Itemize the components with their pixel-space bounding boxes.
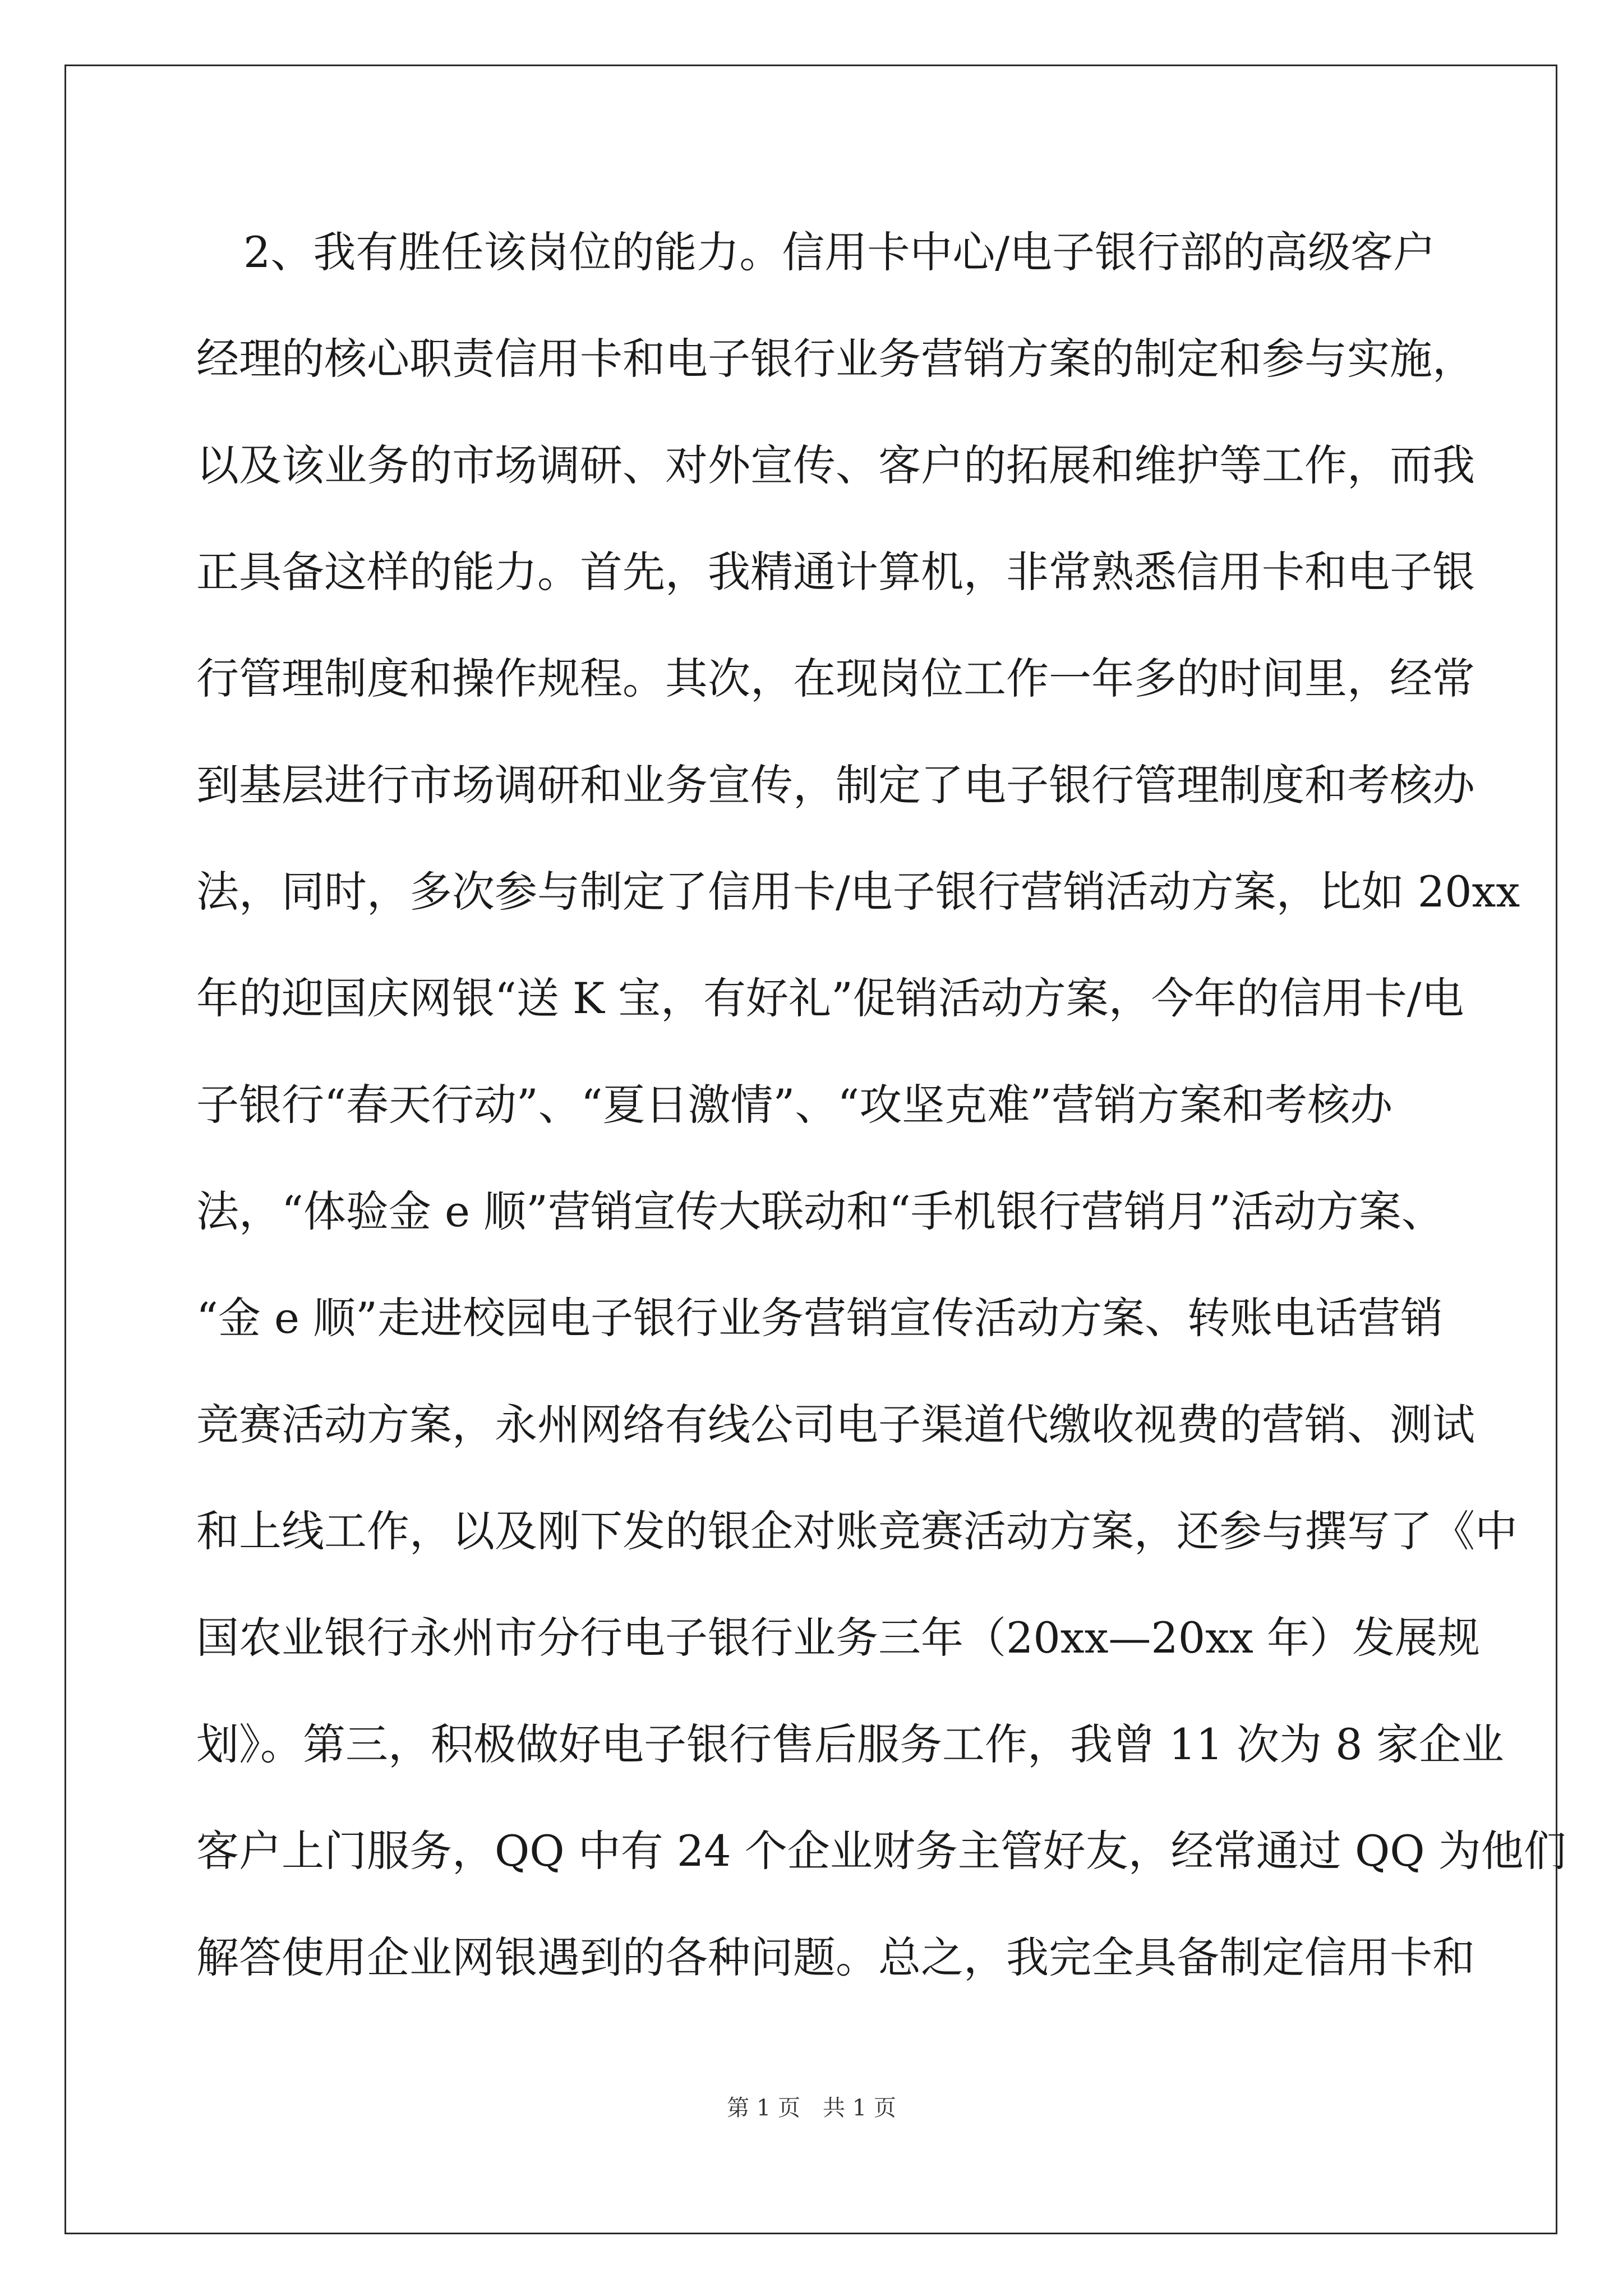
text-line: 解答使用企业网银遇到的各种问题。总之，我完全具备制定信用卡和 [196, 1932, 1475, 1982]
text-line: 子银行“春天行动”、“夏日激情”、“攻坚克难”营销方案和考核办 [196, 1080, 1393, 1130]
text-line: 经理的核心职责信用卡和电子银行业务营销方案的制定和参与实施， [196, 334, 1475, 384]
text-line: 2、我有胜任该岗位的能力。信用卡中心/电子银行部的高级客户 [243, 227, 1436, 277]
text-line: “金 e 顺”走进校园电子银行业务营销宣传活动方案、转账电话营销 [196, 1293, 1443, 1343]
text-line: 划》。第三，积极做好电子银行售后服务工作，我曾 11 次为 8 家企业 [196, 1719, 1504, 1769]
text-line: 法，“体验金 e 顺”营销宣传大联动和“手机银行营销月”活动方案、 [196, 1186, 1444, 1236]
text-line: 竞赛活动方案，永州网络有线公司电子渠道代缴收视费的营销、测试 [196, 1400, 1475, 1450]
text-line: 和上线工作，以及刚下发的银企对账竞赛活动方案，还参与撰写了《中 [196, 1506, 1518, 1556]
text-line: 行管理制度和操作规程。其次，在现岗位工作一年多的时间里，经常 [196, 654, 1475, 703]
text-line: 法，同时，多次参与制定了信用卡/电子银行营销活动方案，比如 20xx [196, 867, 1520, 917]
text-line: 到基层进行市场调研和业务宣传，制定了电子银行管理制度和考核办 [196, 760, 1475, 810]
text-line: 正具备这样的能力。首先，我精通计算机，非常熟悉信用卡和电子银 [196, 547, 1475, 597]
text-line: 年的迎国庆网银“送 K 宝，有好礼”促销活动方案，今年的信用卡/电 [196, 973, 1464, 1023]
text-line: 国农业银行永州市分行电子银行业务三年（20xx—20xx 年）发展规 [196, 1613, 1481, 1663]
page-footer: 第 1 页 共 1 页 [727, 2095, 896, 2121]
text-line: 以及该业务的市场调研、对外宣传、客户的拓展和维护等工作，而我 [196, 440, 1475, 490]
text-line: 客户上门服务，QQ 中有 24 个企业财务主管好友，经常通过 QQ 为他们 [196, 1826, 1566, 1876]
